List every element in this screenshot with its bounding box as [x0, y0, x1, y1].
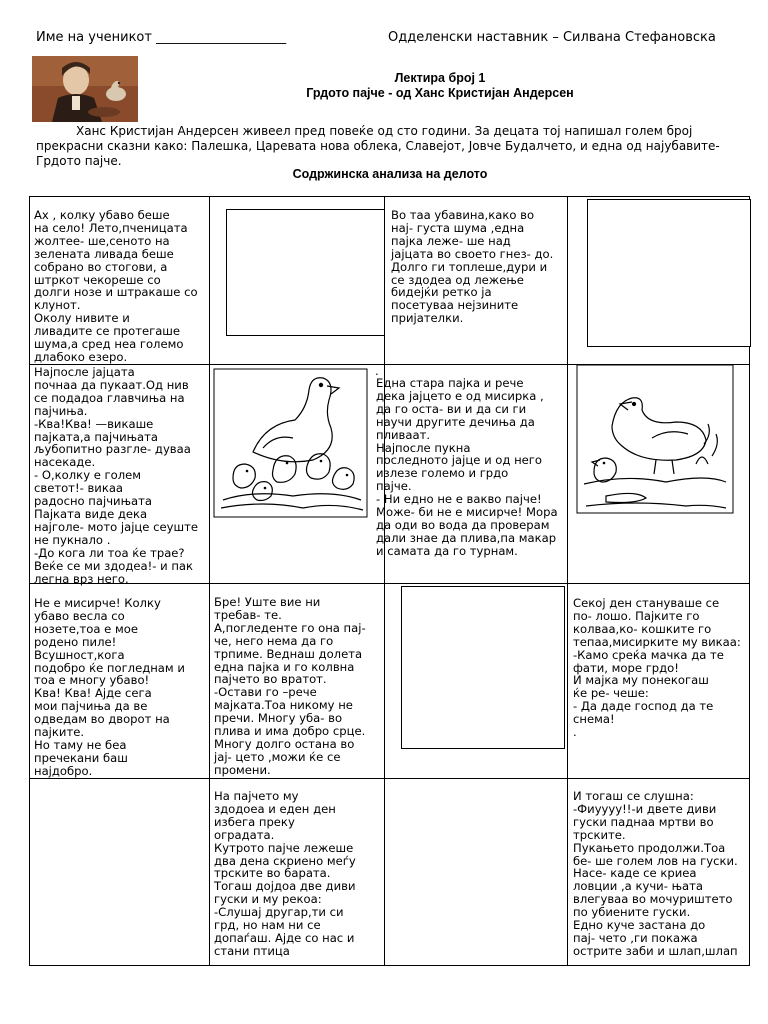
teacher-label: Одделенски наставник – Силвана Стефановска — [388, 30, 716, 45]
story-cell-yard: Бре! Уште вие ни требав- те. А,погледенте го она пај- че, него нема да го трпиме. Веднаш долета една пајка и го колвна пајчето во вратот. -Остави го –рече мајката.Тоа никому не пречи. Многу уба- во плива и има добро срце. Многу долго остана во јај- цето ,можи ќе се промени. — [214, 595, 366, 777]
drawing-frame-empty — [587, 199, 751, 347]
story-cell-escape: На пајчето му здодоеа и еден ден избега преку оградата. Кутрото пајче лежеше два дена скриено меѓу трските во барата. Тогаш дојдоа две диви гуски и му рекоа: -Слушај другар,ти си грд, но нам ни се допаѓаш. Ајде со нас и стани птица — [214, 789, 356, 958]
story-cell-village: Ах , колку убаво беше на село! Лето,пченицата жолтее- ше,сеното на зелената ливада беше собрано во стогови, а штркот чекореше со долги нозе и штракаше со клунот. Околу нивите и ливадите се протегаше шума,а сред неа големо длабоко езеро. — [34, 208, 198, 364]
drawing-frame-empty — [401, 586, 565, 749]
story-cell-swimming: Не е мисирче! Колку убаво весла со нозете,тоа е мое родено пиле! Всушност,кога подобро ќе погледнам и тоа е многу убаво! Ква! Ква! Ајде сега мои пајчиња да ве одведам во дворот на пајките. Но таму не беа пречекани баш најдобро. — [34, 596, 185, 778]
stray-dot: . — [375, 364, 379, 378]
section-title: Содржинска анализа на делото — [292, 167, 488, 181]
lecture-number-title: Лектира број 1 — [394, 71, 486, 85]
story-cell-hunt: И тогаш се слушна: -Фиуууу!!-и двете диви гуски паднаа мртви во трските. Пукањето продолжи.Тоа бе- ше голем лов на гуски. Насе- каде се криеа ловции ,а кучи- њата влегуваа во мочуриштето по убиените гуски. Едно куче застана до пај- чето ,ги покажа острите заби и шлап,шлап — [573, 789, 738, 958]
book-title: Грдото пајче - од Ханс Кристијан Андерсен — [306, 86, 574, 100]
story-cell-last-egg: Една стара пајка и рече дека јајцето е од мисирка , да го оста- ви и да си ги научи другите дечиња да пливаат. Најпосле пукна последното јајце и од него излезе големо и грдо пајче. - Ни едно не е вакво пајче! Може- би не е мисирче! Мора да оди во вода да проверам дали знае да плива,па макар и самата да го турнам. — [376, 376, 558, 558]
duck-and-duckling-illustration — [576, 364, 734, 514]
story-cell-bullied: Секој ден стануваше се по- лошо. Пајките го колваа,ко- кошките го тепаа,мисирките му викаа: -Камо среќа мачка да те фати, море грдо! И мајка му понекогаш ќе ре- чеше: - Да даде господ да те снема! . — [573, 596, 741, 740]
drawing-frame-empty — [226, 209, 385, 336]
intro-paragraph: Ханс Кристијан Андерсен живеел пред повеќе од сто години. За децата тој напишал голем број прекрасни сказни како: Палешка, Царевата нова облека, Славејот, Јовче Будалчето, и една од најубавите-Грдото пајче. — [36, 124, 720, 168]
andersen-portrait-image — [32, 56, 138, 122]
story-cell-hatching: Најпосле јајцата почнаа да пукаат.Од нив се подадоа главчиња на пајчиња. -Ква!Ква! —викаше пајката,а пајчињата љубопитно разгле- дуваа насекаде. - О,колку е голем светот!- викаа радосно пајчињата Пајката виде дека најголе- мото јајце сеуште не пукнало . -До кога ли тоа ќе трае? Веќе се ми здодеа!- и пак легна врз него. — [34, 365, 198, 586]
story-cell-duck-nest: Во таа убавина,како во нај- густа шума ,една пајка леже- ше над јајцата во своето гнез- до. Долго ги топлеше,дури и се здодеа од лежење бидејќи ретко ја посетуваа нејзините пријателки. — [391, 208, 554, 326]
duck-with-ducklings-illustration — [213, 368, 368, 518]
student-name-label: Име на ученикот ____________________ — [36, 30, 287, 45]
